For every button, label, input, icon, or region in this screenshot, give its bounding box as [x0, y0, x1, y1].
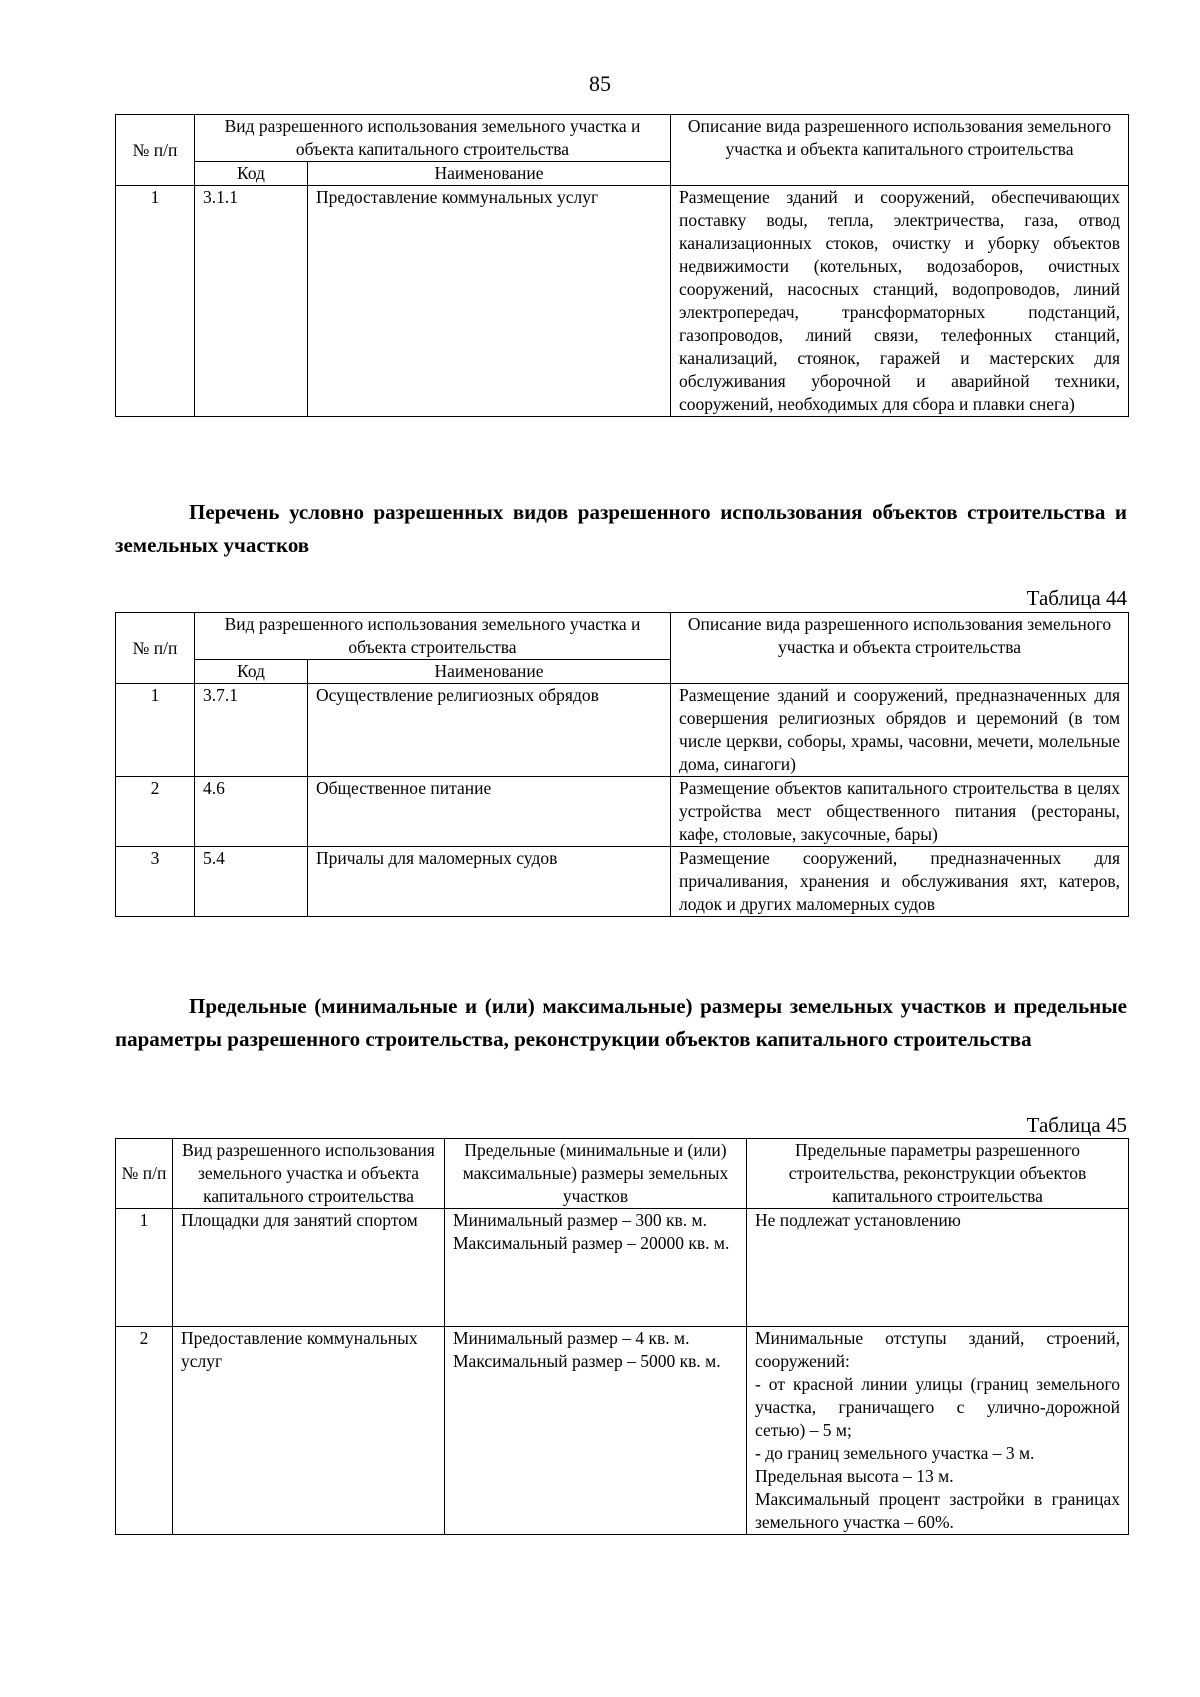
header-type-group: Вид разрешенного использования земельного участка и объекта строительства — [195, 613, 671, 660]
table-row — [116, 777, 1129, 847]
table-row — [116, 1327, 1129, 1535]
param-line: Предельная высота – 13 м. — [755, 1466, 954, 1486]
header-name: Наименование — [308, 660, 671, 684]
table-45-label: Таблица 45 — [1026, 1113, 1127, 1137]
row-code: 3.1.1 — [195, 186, 308, 417]
header-num-text: № п/п — [121, 1163, 167, 1183]
table-row — [116, 186, 1129, 417]
param-line: - до границ земельного участка – 3 м. — [755, 1443, 1035, 1463]
param-line: Не подлежат установлению — [755, 1210, 961, 1230]
table-45 — [115, 1138, 1129, 1535]
row-code: 5.4 — [195, 847, 308, 917]
header-code: Код — [195, 162, 308, 186]
row-code: 4.6 — [195, 777, 308, 847]
param-line: Минимальные отступы зданий, строений, сооружений: — [755, 1328, 1120, 1371]
row-sizes — [445, 1327, 747, 1535]
table-row — [116, 1209, 1129, 1327]
size-max: Максимальный размер – 20000 кв. м. — [453, 1233, 730, 1253]
header-sizes: Предельные (минимальные и (или) максимальные) размеры земельных участков — [445, 1139, 747, 1209]
row-name: Причалы для маломерных судов — [308, 847, 671, 917]
row-type: Предоставление коммунальных услуг — [173, 1327, 445, 1535]
row-num: 1 — [116, 186, 195, 417]
table-44 — [115, 612, 1129, 917]
param-line: Максимальный процент застройки в границах земельного участка – 60%. — [755, 1489, 1120, 1532]
row-params — [747, 1209, 1129, 1327]
section-heading-conditional: Перечень условно разрешенных видов разрешенного использования объектов строительства и земельных участков — [115, 500, 1127, 557]
row-description: Размещение зданий и сооружений, обеспечивающих поставку воды, тепла, электричества, газа, отвод канализационных стоков, очистку и уборку объектов недвижимости (котельных, водозаборов, очистных сооружений, насосных станций, водопроводов, линий электропередач, трансформаторных подстанций, газопроводов, линий связи, телефонных станций, канализаций, стоянок, гаражей и мастерских для обслуживания уборочной и аварийной техники, сооружений, необходимых для сбора и плавки снега) — [671, 186, 1129, 417]
row-name: Предоставление коммунальных услуг — [308, 186, 671, 417]
size-min: Минимальный размер – 4 кв. м. — [453, 1328, 690, 1348]
param-line: - от красной линии улицы (границ земельного участка, граничащего с улично-дорожной сетью) – 5 м; — [755, 1374, 1120, 1440]
table-44-label: Таблица 44 — [1026, 586, 1127, 610]
header-num: № п/п — [116, 613, 195, 684]
header-type: Вид разрешенного использования земельного участка и объекта капитального строительства — [173, 1139, 445, 1209]
size-min: Минимальный размер – 300 кв. м. — [453, 1210, 707, 1230]
header-name: Наименование — [308, 162, 671, 186]
row-description: Размещение зданий и сооружений, предназначенных для совершения религиозных обрядов и церемоний (в том числе церкви, соборы, храмы, часовни, мечети, молельные дома, синагоги) — [671, 684, 1129, 777]
header-num: № п/п — [116, 115, 195, 186]
page-number: 85 — [589, 71, 611, 96]
row-num: 1 — [116, 684, 195, 777]
row-num: 2 — [116, 777, 195, 847]
row-type: Площадки для занятий спортом — [173, 1209, 445, 1327]
header-description: Описание вида разрешенного использования земельного участка и объекта капитального строительства — [671, 115, 1129, 186]
row-description: Размещение сооружений, предназначенных для причаливания, хранения и обслуживания яхт, катеров, лодок и других маломерных судов — [671, 847, 1129, 917]
table-top — [115, 114, 1129, 417]
row-name: Осуществление религиозных обрядов — [308, 684, 671, 777]
row-num: 3 — [116, 847, 195, 917]
table-row — [116, 684, 1129, 777]
header-type-group: Вид разрешенного использования земельного участка и объекта капитального строительства — [195, 115, 671, 162]
section-heading-limits: Предельные (минимальные и (или) максимальные) размеры земельных участков и предельные параметры разрешенного строительства, реконструкции объектов капитального строительства — [115, 994, 1127, 1051]
row-description: Размещение объектов капитального строительства в целях устройства мест общественного питания (рестораны, кафе, столовые, закусочные, бары) — [671, 777, 1129, 847]
row-sizes — [445, 1209, 747, 1327]
row-params — [747, 1327, 1129, 1535]
row-num: 2 — [116, 1327, 173, 1535]
table-row — [116, 847, 1129, 917]
header-description: Описание вида разрешенного использования земельного участка и объекта строительства — [671, 613, 1129, 684]
row-num: 1 — [116, 1209, 173, 1327]
header-params: Предельные параметры разрешенного строительства, реконструкции объектов капитального строительства — [747, 1139, 1129, 1209]
row-name: Общественное питание — [308, 777, 671, 847]
header-code: Код — [195, 660, 308, 684]
row-code: 3.7.1 — [195, 684, 308, 777]
size-max: Максимальный размер – 5000 кв. м. — [453, 1351, 721, 1371]
header-num — [116, 1139, 173, 1209]
